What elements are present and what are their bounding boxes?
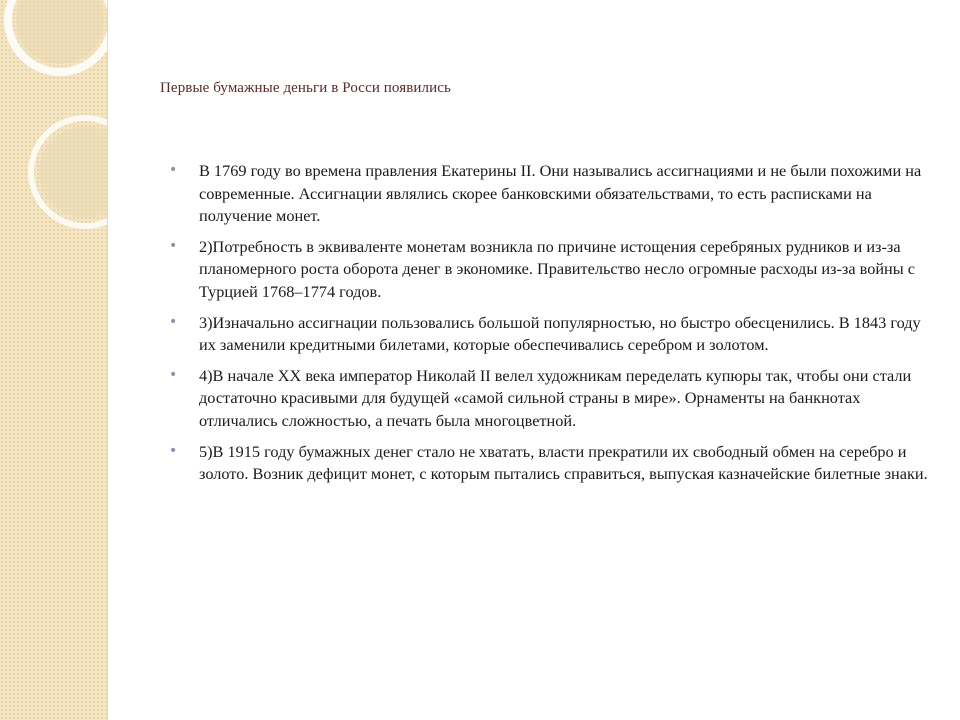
bullet-item (168, 365, 928, 433)
bullet-text: 4)В начале XX века император Николай II велел художникам переделать купюры так, чтобы они стали достаточно красивыми для будущей «самой сильной страны в мире». Орнаменты на банкнотах отличались сложностью, а печать была многоцветной. (199, 365, 912, 430)
bullet-text: В 1769 году во времена правления Екатерины II. Они назывались ассигнациями и не были похожими на современные. Ассигнации являлись скорее банковскими обязательствами, то есть расписками на получение монет. (199, 161, 922, 226)
bullet-text: 2)Потребность в эквиваленте монетам возникла по причине истощения серебряных рудников и из-за планомерного роста оборота денег в экономике. Правительство несло огромные расходы из-за войны с Турцией 1768–1774 годов. (199, 236, 916, 301)
slide-title: Первые бумажные деньги в Росси появились (160, 80, 451, 96)
bullet-item (168, 441, 928, 486)
bullet-marker: • (169, 313, 178, 330)
bullet-marker: • (169, 442, 178, 459)
bullet-text: 3)Изначально ассигнации пользовались большой популярностью, но быстро обесценились. В 1843 году их заменили кредитными билетами, которые обеспечивались серебром и золотом. (199, 312, 921, 355)
bullet-item (168, 160, 928, 228)
bullet-marker: • (169, 162, 178, 178)
decorative-side-panel (0, 0, 108, 720)
decorative-disc-lower (39, 126, 107, 218)
bullet-marker: • (169, 366, 178, 383)
decorative-disc-upper (16, 0, 104, 64)
bullet-item (168, 236, 928, 304)
bullet-item (168, 312, 928, 357)
bullet-marker: • (169, 237, 178, 254)
bullet-list (168, 160, 928, 494)
bullet-text: 5)В 1915 году бумажных денег стало не хватать, власти прекратили их свободный обмен на серебро и золото. Возник дефицит монет, с которым пытались справиться, выпуская казначейские билетные знаки. (199, 441, 928, 484)
decorative-circles-graphic (0, 0, 107, 720)
